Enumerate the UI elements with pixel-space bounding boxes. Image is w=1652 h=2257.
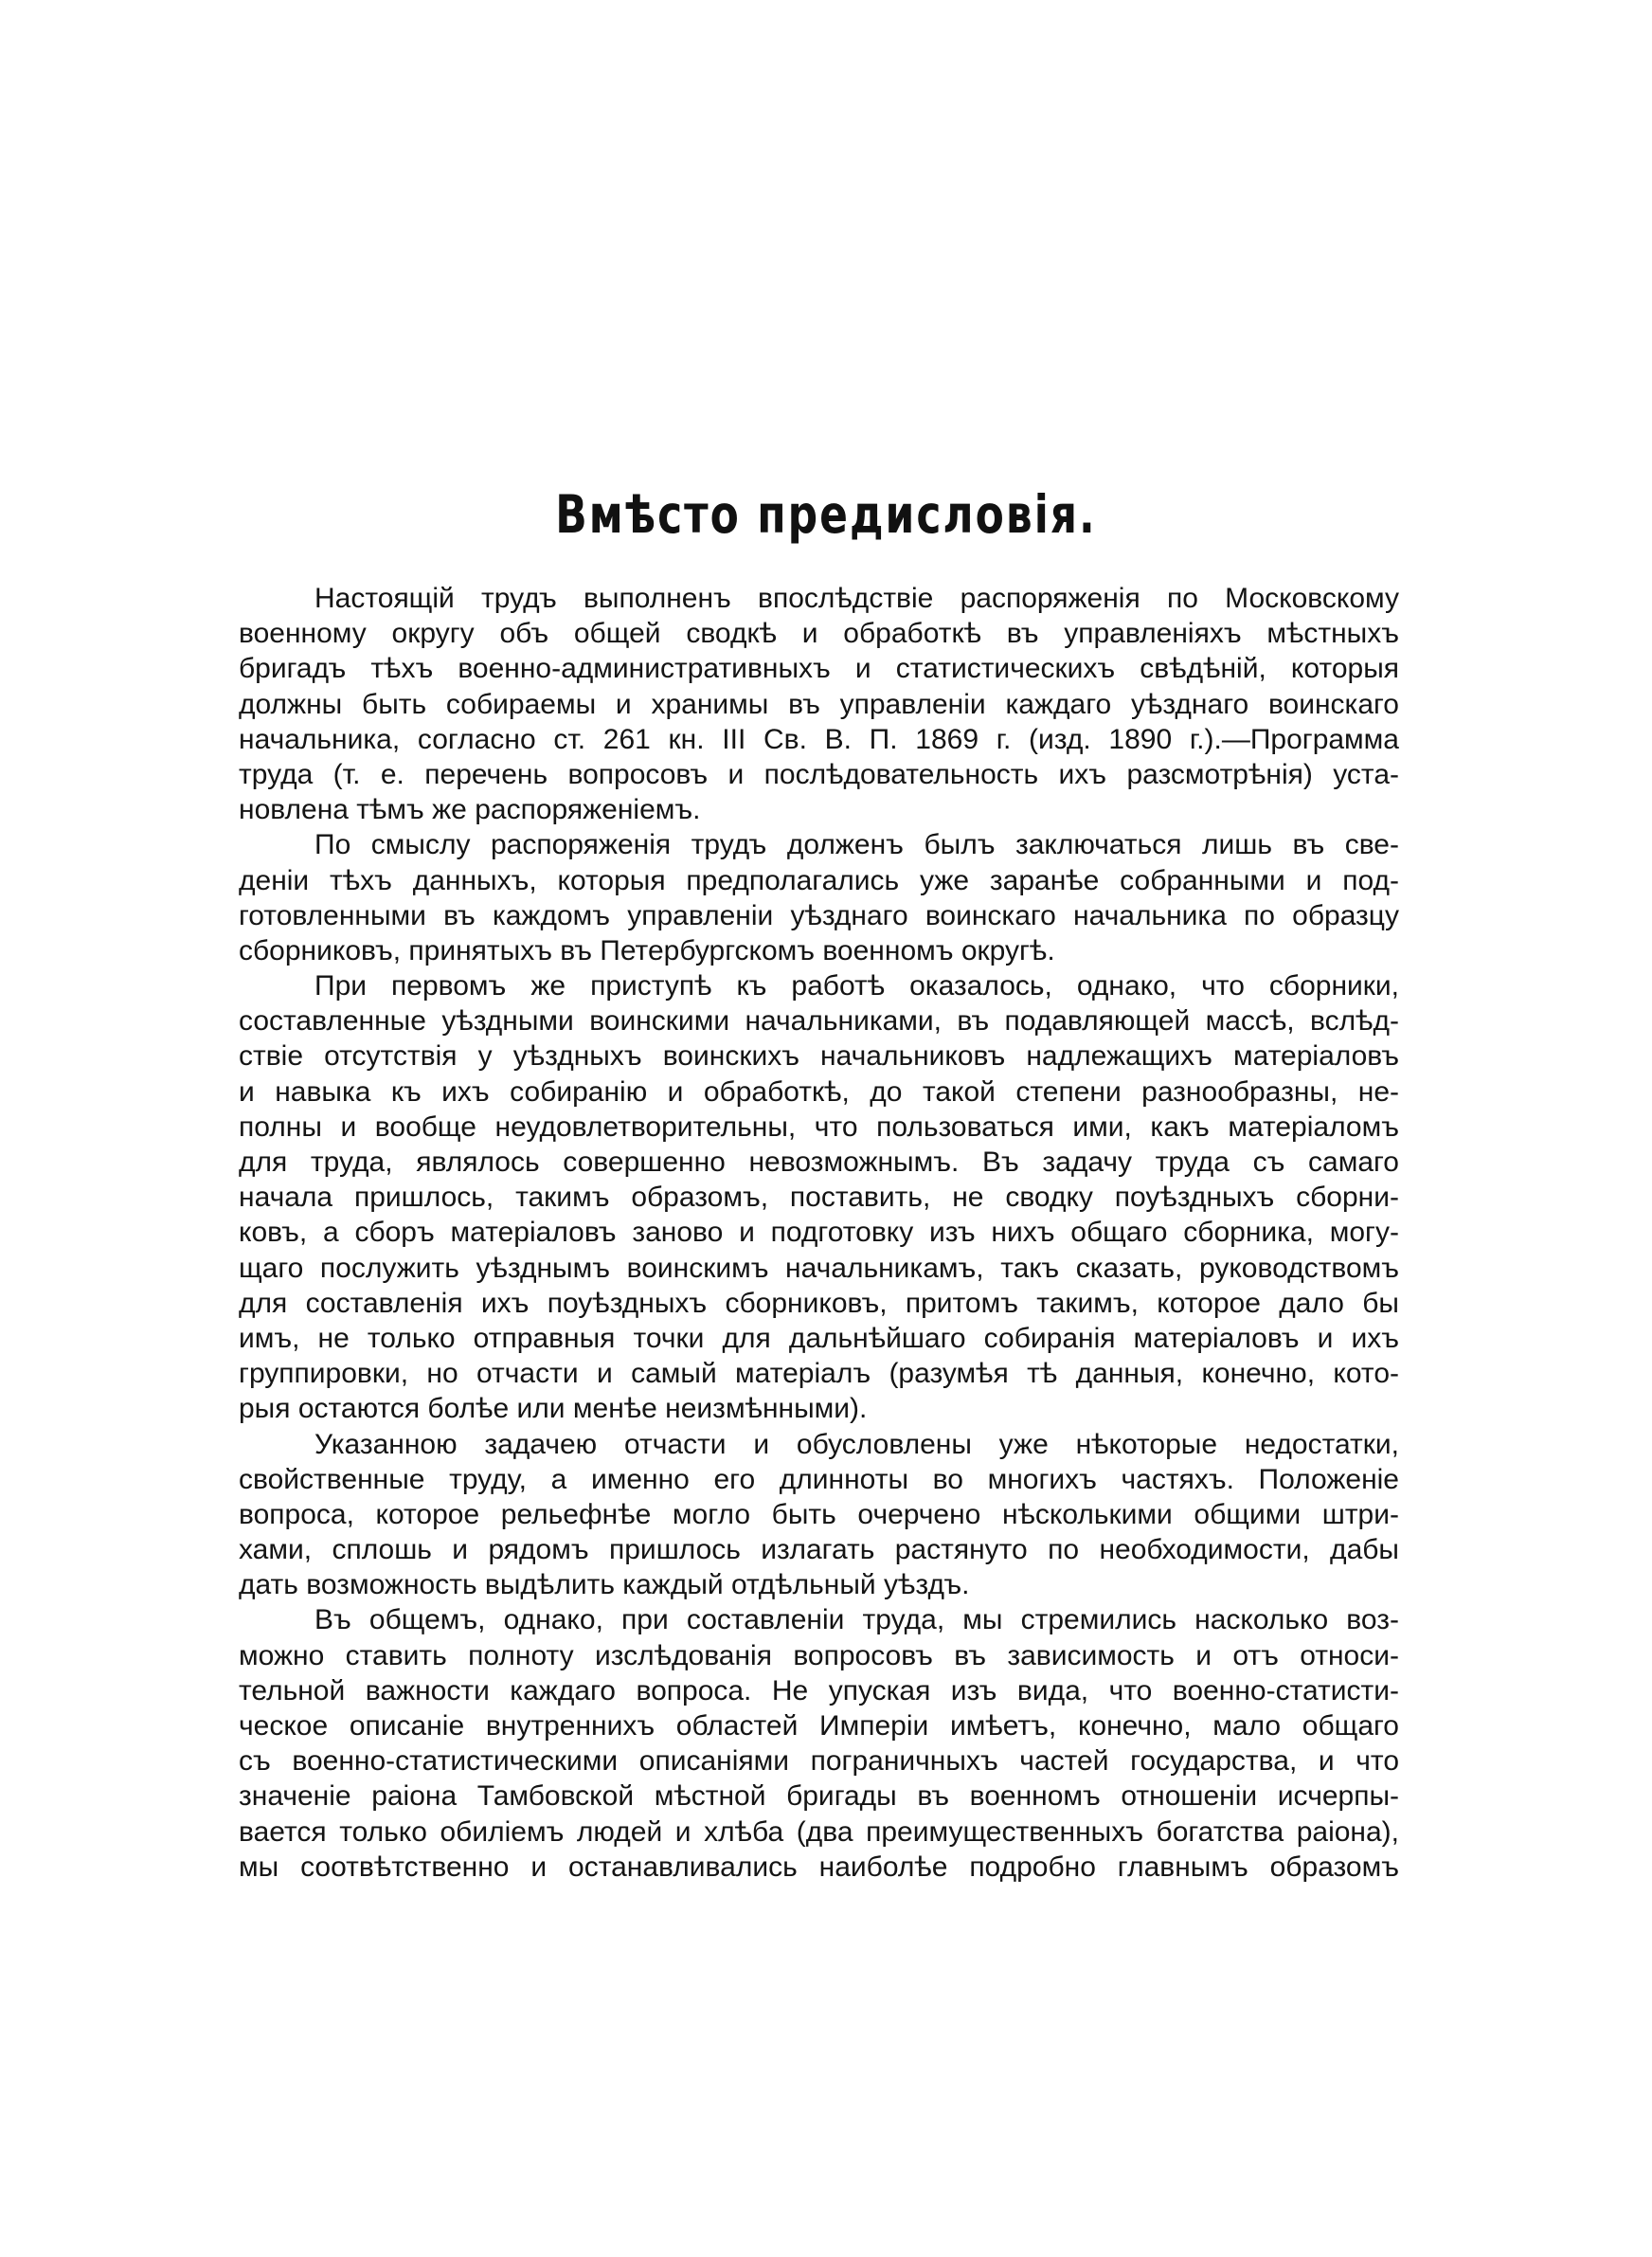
text-line: сборниковъ, принятыхъ въ Петербургскомъ военномъ округѣ. xyxy=(239,934,1055,966)
text-line: По смыслу распоряженія трудъ долженъ былъ заключаться лишь въ све- xyxy=(314,829,1399,861)
text-line: вается только обиліемъ людей и хлѣба (два преимущественныхъ богатства раіона), xyxy=(239,1815,1399,1848)
text-line: мы соотвѣтственно и останавливались наиболѣе подробно главнымъ образомъ xyxy=(239,1851,1399,1883)
text-line: тельной важности каждаго вопроса. Не упуская изъ вида, что военно-статисти- xyxy=(239,1674,1399,1706)
paragraph xyxy=(239,581,1399,827)
text-line: съ военно-статистическими описаніями пограничныхъ частей государства, и что xyxy=(239,1745,1399,1778)
paragraph xyxy=(239,968,1399,1426)
text-line: начальника, согласно ст. 261 кн. III Св. В. П. 1869 г. (изд. 1890 г.).—Программа xyxy=(239,723,1399,755)
text-line: щаго послужить уѣзднымъ воинскимъ начальникамъ, такъ сказать, руководствомъ xyxy=(239,1252,1399,1284)
text-line: При первомъ же приступѣ къ работѣ оказалось, однако, что сборники, xyxy=(314,970,1399,1002)
text-line: Указанною задачею отчасти и обусловлены уже нѣкоторые недостатки, xyxy=(314,1428,1399,1460)
text-line: имъ, не только отправныя точки для дальнѣйшаго собиранія матеріаловъ и ихъ xyxy=(239,1322,1399,1354)
text-line: составленные уѣздными воинскими начальниками, въ подавляющей массѣ, вслѣд- xyxy=(239,1005,1399,1038)
body-text xyxy=(239,581,1399,1885)
text-line: группировки, но отчасти и самый матеріалъ (разумѣя тѣ данныя, конечно, кото- xyxy=(239,1358,1399,1390)
text-line: дать возможность выдѣлить каждый отдѣльный уѣздъ. xyxy=(239,1569,970,1601)
text-line: свойственные труду, а именно его длинноты во многихъ частяхъ. Положеніе xyxy=(239,1463,1399,1495)
text-line: полны и вообще неудовлетворительны, что пользоваться ими, какъ матеріаломъ xyxy=(239,1110,1399,1143)
text-line: готовленными въ каждомъ управленіи уѣзднаго воинскаго начальника по образцу xyxy=(239,899,1399,931)
paragraph xyxy=(239,1602,1399,1885)
paragraph xyxy=(239,827,1399,968)
text-line: Въ общемъ, однако, при составленіи труда, мы стремились насколько воз- xyxy=(314,1604,1399,1636)
text-line: военному округу объ общей сводкѣ и обработкѣ въ управленіяхъ мѣстныхъ xyxy=(239,618,1399,650)
text-line: новлена тѣмъ же распоряженіемъ. xyxy=(239,794,701,826)
text-line: можно ставить полноту изслѣдованія вопросовъ въ зависимость и отъ относи- xyxy=(239,1639,1399,1671)
text-line: и навыка къ ихъ собиранію и обработкѣ, до такой степени разнообразны, не- xyxy=(239,1075,1399,1108)
text-line: вопроса, которое рельефнѣе могло быть очерчено нѣсколькими общими штри- xyxy=(239,1498,1399,1530)
text-line: ствіе отсутствія у уѣздныхъ воинскихъ начальниковъ надлежащихъ матеріаловъ xyxy=(239,1040,1399,1073)
text-line: деніи тѣхъ данныхъ, которыя предполагались уже заранѣе собранными и под- xyxy=(239,864,1399,896)
text-line: бригадъ тѣхъ военно-административныхъ и статистическихъ свѣдѣній, которыя xyxy=(239,653,1399,685)
text-line: для составленія ихъ поуѣздныхъ сборниковъ, притомъ такимъ, которое дало бы xyxy=(239,1287,1399,1319)
text-line: рыя остаются болѣе или менѣе неизмѣнными). xyxy=(239,1393,868,1425)
text-line: ковъ, а сборъ матеріаловъ заново и подготовку изъ нихъ общаго сборника, могу- xyxy=(239,1217,1399,1249)
page-title: Вмѣсто предисловія. xyxy=(555,485,1097,546)
text-line: должны быть собираемы и хранимы въ управленіи каждаго уѣзднаго воинскаго xyxy=(239,688,1399,720)
text-line: ческое описаніе внутреннихъ областей Имперіи имѣетъ, конечно, мало общаго xyxy=(239,1710,1399,1742)
text-line: Настоящій трудъ выполненъ впослѣдствіе распоряженія по Московскому xyxy=(314,583,1399,614)
text-line: для труда, являлось совершенно невозможнымъ. Въ задачу труда съ самаго xyxy=(239,1147,1399,1178)
paragraph xyxy=(239,1427,1399,1603)
text-line: начала пришлось, такимъ образомъ, поставить, не сводку поуѣздныхъ сборни- xyxy=(239,1182,1399,1214)
text-line: значеніе раіона Тамбовской мѣстной бригады въ военномъ отношеніи исчерпы- xyxy=(239,1780,1399,1813)
text-line: хами, сплошь и рядомъ пришлось излагать растянуто по необходимости, дабы xyxy=(239,1534,1399,1566)
text-line: труда (т. е. перечень вопросовъ и послѣдовательность ихъ разсмотрѣнія) уста- xyxy=(239,758,1399,790)
